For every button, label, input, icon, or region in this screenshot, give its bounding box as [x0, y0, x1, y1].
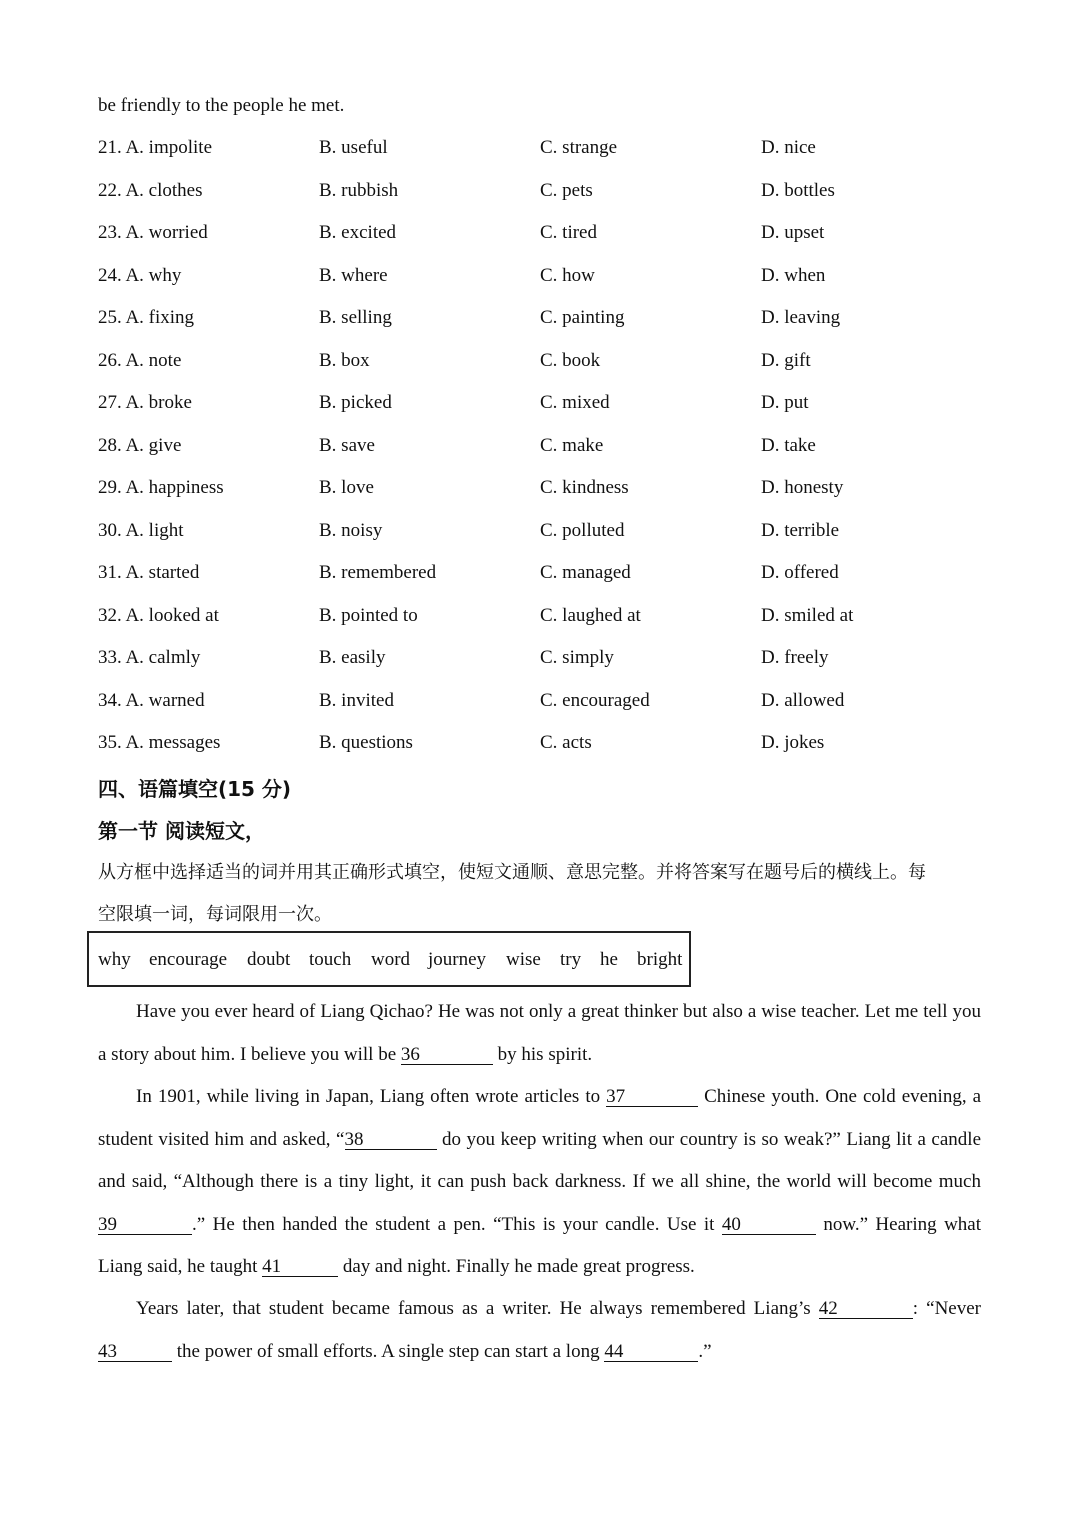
question-24-option-b: B. where [319, 265, 388, 286]
question-23-option-b: B. excited [319, 222, 397, 243]
question-31-option-a: 31. A. started [98, 562, 200, 583]
question-22-option-d: D. bottles [761, 180, 835, 201]
question-32-option-b: B. pointed to [319, 605, 418, 626]
blank-40[interactable]: 40 [722, 1216, 816, 1235]
question-23-option-a: 23. A. worried [98, 222, 208, 243]
passage-line: student visited him and asked, “38 do you keep writing when our country is so weak?” Liang lit a candle [98, 1129, 982, 1150]
question-26-option-b: B. box [319, 350, 370, 371]
question-35-option-c: C. acts [540, 732, 592, 753]
blank-44[interactable]: 44 [604, 1343, 698, 1362]
question-29-option-a: 29. A. happiness [98, 477, 224, 498]
question-32-option-c: C. laughed at [540, 605, 641, 626]
passage-line: Have you ever heard of Liang Qichao? He was not only a great thinker but also a wise teacher. Let me tell you [136, 1001, 981, 1022]
question-33-option-c: C. simply [540, 647, 614, 668]
blank-37[interactable]: 37 [606, 1088, 698, 1107]
question-24-option-a: 24. A. why [98, 265, 182, 286]
word-bank-item: wise [506, 949, 541, 970]
word-bank-box [87, 931, 691, 987]
passage-line: 39 .” He then handed the student a pen. “This is your candle. Use it 40 now.” Hearing what [98, 1214, 981, 1235]
question-25-option-b: B. selling [319, 307, 392, 328]
question-21-option-c: C. strange [540, 137, 618, 158]
question-27-option-b: B. picked [319, 392, 392, 413]
question-34-option-c: C. encouraged [540, 690, 650, 711]
question-35-option-b: B. questions [319, 732, 413, 753]
passage-line: 43 the power of small efforts. A single step can start a long 44 .” [98, 1341, 712, 1362]
passage-line: Years later, that student became famous as a writer. He always remembered Liang’s 42 : “Never [136, 1298, 981, 1319]
blank-43[interactable]: 43 [98, 1343, 172, 1362]
word-bank-item: encourage [149, 949, 228, 970]
question-35-option-d: D. jokes [761, 732, 825, 753]
question-33-option-a: 33. A. calmly [98, 647, 201, 668]
word-bank-item: he [600, 949, 618, 970]
question-33-option-b: B. easily [319, 647, 386, 668]
intro-fragment: be friendly to the people he met. [98, 95, 345, 116]
blank-36[interactable]: 36 [401, 1046, 493, 1065]
word-bank-item: word [371, 949, 411, 970]
section-title: 四、语篇填空(15 分) [98, 777, 292, 801]
blank-42[interactable]: 42 [819, 1300, 913, 1319]
passage-line: In 1901, while living in Japan, Liang often wrote articles to 37 Chinese youth. One cold evening, a [136, 1086, 982, 1107]
question-25-option-c: C. painting [540, 307, 625, 328]
word-bank-item: bright [637, 949, 683, 970]
question-22-option-b: B. rubbish [319, 180, 399, 201]
question-26-option-a: 26. A. note [98, 350, 182, 371]
question-28-option-b: B. save [319, 435, 375, 456]
passage-line: a story about him. I believe you will be 36 by his spirit. [98, 1044, 593, 1065]
question-33-option-d: D. freely [761, 647, 829, 668]
question-26-option-c: C. book [540, 350, 601, 371]
question-21-option-a: 21. A. impolite [98, 137, 212, 158]
question-21-option-b: B. useful [319, 137, 388, 158]
question-31-option-b: B. remembered [319, 562, 437, 583]
question-34-option-b: B. invited [319, 690, 394, 711]
question-29-option-d: D. honesty [761, 477, 844, 498]
blank-38[interactable]: 38 [345, 1131, 437, 1150]
blank-41[interactable]: 41 [262, 1258, 338, 1277]
question-34-option-a: 34. A. warned [98, 690, 205, 711]
question-26-option-d: D. gift [761, 350, 811, 371]
instructions-line-1: 从方框中选择适当的词并用其正确形式填空，使短文通顺、意思完整。并将答案写在题号后的横线上。每 [98, 862, 926, 883]
question-30-option-a: 30. A. light [98, 520, 184, 541]
question-30-option-c: C. polluted [540, 520, 625, 541]
question-32-option-a: 32. A. looked at [98, 605, 219, 626]
question-35-option-a: 35. A. messages [98, 732, 221, 753]
question-27-option-c: C. mixed [540, 392, 610, 413]
question-31-option-c: C. managed [540, 562, 631, 583]
word-bank-item: touch [309, 949, 352, 970]
passage-line: Liang said, he taught 41 day and night. Finally he made great progress. [98, 1256, 695, 1277]
blank-39[interactable]: 39 [98, 1216, 192, 1235]
question-29-option-c: C. kindness [540, 477, 629, 498]
question-29-option-b: B. love [319, 477, 374, 498]
question-21-option-d: D. nice [761, 137, 816, 158]
question-23-option-c: C. tired [540, 222, 597, 243]
question-28-option-c: C. make [540, 435, 604, 456]
passage-line: and said, “Although there is a tiny light, it can push back darkness. If we all shine, the world will become much [98, 1171, 981, 1192]
question-25-option-a: 25. A. fixing [98, 307, 195, 328]
question-22-option-a: 22. A. clothes [98, 180, 203, 201]
question-30-option-d: D. terrible [761, 520, 840, 541]
question-23-option-d: D. upset [761, 222, 825, 243]
question-28-option-d: D. take [761, 435, 816, 456]
instructions-line-2: 空限填一词，每词限用一次。 [98, 904, 332, 925]
word-bank-item: try [560, 949, 582, 970]
word-bank-item: doubt [247, 949, 291, 970]
question-22-option-c: C. pets [540, 180, 593, 201]
question-28-option-a: 28. A. give [98, 435, 182, 456]
question-24-option-c: C. how [540, 265, 595, 286]
question-31-option-d: D. offered [761, 562, 839, 583]
question-27-option-a: 27. A. broke [98, 392, 192, 413]
question-32-option-d: D. smiled at [761, 605, 854, 626]
question-24-option-d: D. when [761, 265, 826, 286]
question-30-option-b: B. noisy [319, 520, 383, 541]
question-27-option-d: D. put [761, 392, 809, 413]
word-bank-item: journey [428, 949, 487, 970]
question-34-option-d: D. allowed [761, 690, 845, 711]
section-subtitle: 第一节 阅读短文， [98, 819, 265, 843]
word-bank-item: why [98, 949, 131, 970]
question-25-option-d: D. leaving [761, 307, 841, 328]
